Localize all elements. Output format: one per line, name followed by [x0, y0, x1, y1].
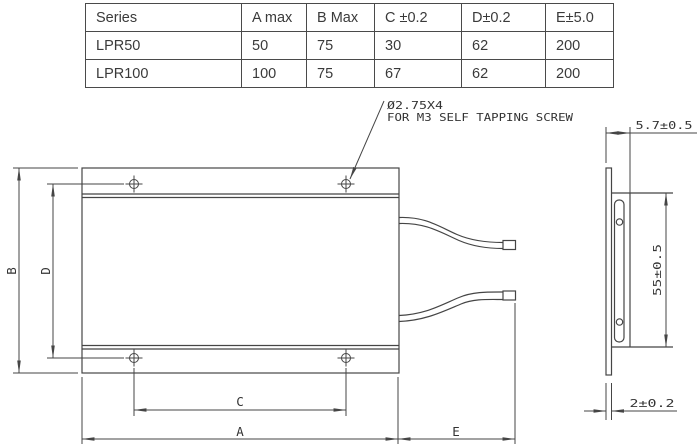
dim-label-c: C — [236, 394, 244, 409]
cell-d: 62 — [462, 32, 546, 60]
col-header-b-max: B Max — [307, 4, 375, 32]
cell-c: 30 — [375, 32, 462, 60]
dim-label-thickness: 2±0.2 — [629, 397, 675, 410]
cell-d: 62 — [462, 60, 546, 88]
mounting-hole-bottom-left — [126, 350, 143, 367]
dim-label-height: 55±0.5 — [651, 256, 664, 296]
front-view — [82, 99, 573, 373]
dim-label-a: A — [236, 424, 244, 439]
wire-terminal — [503, 291, 516, 300]
dim-label-e: E — [452, 424, 460, 439]
dim-label-depth: 5.7±0.5 — [635, 119, 693, 132]
col-header-e: E±5.0 — [546, 4, 614, 32]
side-view — [584, 119, 697, 420]
leader-line — [350, 101, 384, 179]
cell-a: 100 — [242, 60, 307, 88]
side-lead-end-upper — [616, 219, 622, 225]
resistor-body-outline — [82, 168, 399, 373]
col-header-c: C ±0.2 — [375, 4, 462, 32]
cell-e: 200 — [546, 32, 614, 60]
annotation-hole-spec: Ø2.75X4 — [387, 99, 444, 112]
cell-series: LPR50 — [86, 32, 242, 60]
col-header-a-max: A max — [242, 4, 307, 32]
mounting-hole-top-left — [126, 176, 143, 193]
side-lead-end-lower — [616, 319, 622, 325]
mounting-hole-top-right — [338, 176, 355, 193]
cell-c: 67 — [375, 60, 462, 88]
cell-b: 75 — [307, 60, 375, 88]
annotation-screw-note: FOR M3 SELF TAPPING SCREW — [387, 111, 574, 124]
lead-wire-upper — [399, 217, 516, 249]
cell-b: 75 — [307, 32, 375, 60]
cell-a: 50 — [242, 32, 307, 60]
dim-label-b: B — [4, 267, 19, 275]
col-header-series: Series — [86, 4, 242, 32]
wire-terminal — [503, 241, 516, 250]
dim-label-d: D — [38, 267, 53, 275]
col-header-d: D±0.2 — [462, 4, 546, 32]
cell-series: LPR100 — [86, 60, 242, 88]
side-mounting-plate — [606, 168, 612, 375]
cell-e: 200 — [546, 60, 614, 88]
lead-wire-lower — [399, 291, 516, 322]
mounting-hole-bottom-right — [338, 350, 355, 367]
